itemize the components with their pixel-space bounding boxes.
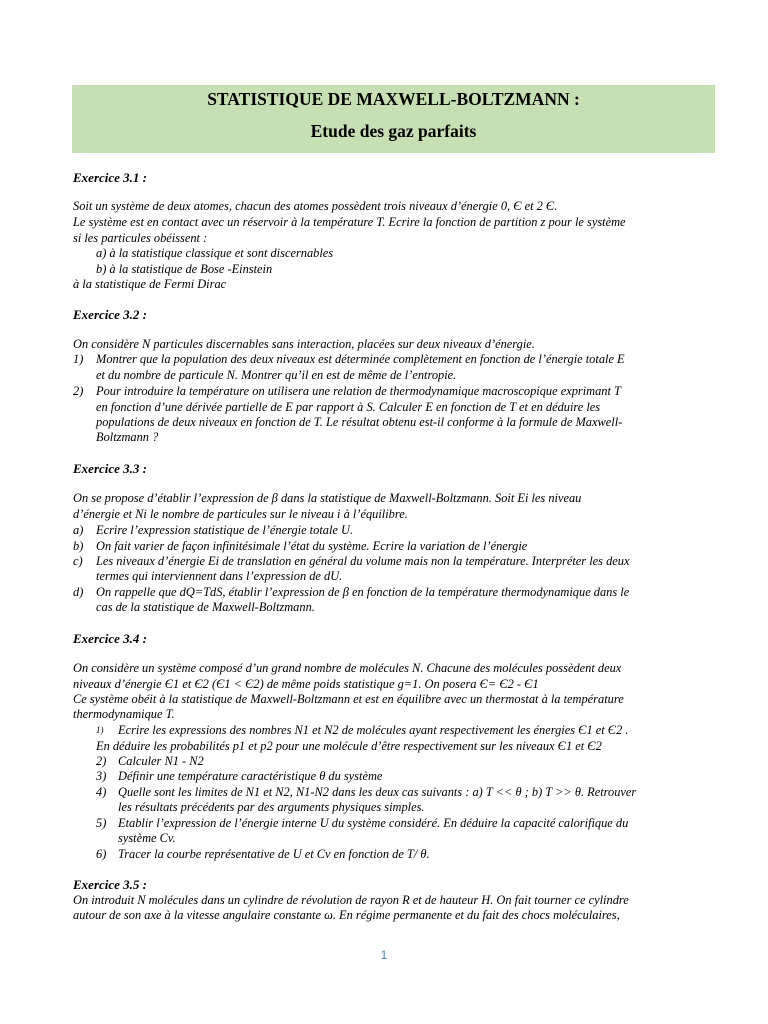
exercise-3-2-intro: On considère N particules discernables sans interaction, placées sur deux niveaux d’énergie. — [73, 337, 535, 351]
exercise-3-3-item-d: On rappelle que dQ=TdS, établir l’expression de β en fonction de la température thermodynamique dans le — [96, 585, 630, 599]
exercise-3-4-item-4: Quelle sont les limites de N1 et N2, N1-N2 dans les deux cas suivants : a) T << θ ; b) T >> θ. Retrouver — [118, 785, 637, 799]
exercise-3-2-item-1: Montrer que la population des deux niveaux est déterminée complètement en fonction de l’énergie totale E — [96, 352, 625, 366]
exercise-3-2-item-2: populations de deux niveaux en fonction de T. Le résultat obtenu est-il conforme à la formule de Maxwell- — [96, 415, 623, 429]
exercise-3-3-item-d: cas de la statistique de Maxwell-Boltzmann. — [96, 600, 315, 614]
exercise-3-4-item-6: Tracer la courbe représentative de U et Cv en fonction de T/ θ. — [118, 847, 430, 861]
list-number: 5) — [96, 816, 107, 830]
list-letter: d) — [73, 585, 84, 599]
exercise-3-4-intro: On considère un système composé d’un grand nombre de molécules N. Chacune des molécules possèdent deux — [73, 661, 622, 675]
exercise-3-3-item-a: Ecrire l’expression statistique de l’énergie totale U. — [96, 523, 354, 537]
exercise-3-4-intro: Ce système obéit à la statistique de Maxwell-Boltzmann et est en équilibre avec un thermostat à la température — [73, 692, 624, 706]
exercise-3-3-item-c: termes qui interviennent dans l’expression de dU. — [96, 569, 343, 583]
exercise-3-1-option-b: b) à la statistique de Bose -Einstein — [96, 262, 273, 276]
exercise-3-5-text: autour de son axe à la vitesse angulaire constante ω. En régime permanente et du fait des chocs moléculaires, — [73, 908, 620, 922]
exercise-3-2-heading: Exercice 3.2 : — [73, 307, 148, 322]
list-letter: c) — [73, 554, 83, 568]
exercise-3-4-intro: thermodynamique T. — [73, 707, 175, 721]
exercise-3-4-heading: Exercice 3.4 : — [73, 631, 148, 646]
exercise-3-5-text: On introduit N molécules dans un cylindre de révolution de rayon R et de hauteur H. On fait tourner ce cylindre — [73, 893, 629, 907]
exercise-3-2-item-1: et du nombre de particule N. Montrer qu’il en est de même de l’entropie. — [96, 368, 457, 382]
exercise-3-1-text: Le système est en contact avec un réservoir à la température T. Ecrire la fonction de partition z pour le système — [73, 215, 626, 229]
document-title: STATISTIQUE DE MAXWELL-BOLTZMANN : — [207, 89, 580, 109]
exercise-3-2-item-2: en fonction d’une dérivée partielle de E par rapport à S. Calculer E en fonction de T et en déduire les — [96, 400, 601, 414]
exercise-3-4-item-1: Ecrire les expressions des nombres N1 et N2 de molécules ayant respectivement les énergies Є1 et Є2 . — [118, 723, 629, 737]
title-box — [72, 85, 715, 153]
list-number: 2) — [96, 754, 107, 768]
exercise-3-4-item-1: En déduire les probabilités p1 et p2 pour une molécule d’être respectivement sur les niveaux Є1 et Є2 — [96, 739, 602, 753]
exercise-3-4-item-3: Définir une température caractéristique θ du système — [118, 769, 383, 783]
exercise-3-4-item-4: les résultats précédents par des arguments physiques simples. — [118, 800, 425, 814]
list-number: 2) — [73, 384, 84, 398]
list-letter: a) — [73, 523, 84, 537]
exercise-3-3-intro: On se propose d’établir l’expression de β dans la statistique de Maxwell-Boltzmann. Soit Ei les niveau — [73, 491, 582, 505]
exercise-3-5-heading: Exercice 3.5 : — [73, 877, 148, 892]
exercise-3-1-option-c: à la statistique de Fermi Dirac — [73, 277, 227, 291]
list-number: 4) — [96, 785, 107, 799]
document-subtitle: Etude des gaz parfaits — [310, 121, 477, 141]
list-number: 1) — [73, 352, 84, 366]
exercise-3-4-item-2: Calculer N1 - N2 — [118, 754, 204, 768]
exercise-3-4-item-5: Etablir l’expression de l’énergie interne U du système considéré. En déduire la capacité calorifique du — [118, 816, 629, 830]
exercise-3-2-item-2: Pour introduire la température on utilisera une relation de thermodynamique macroscopique exprimant T — [96, 384, 621, 398]
exercise-3-1-text: Soit un système de deux atomes, chacun des atomes possèdent trois niveaux d’énergie 0, Є et 2 Є. — [73, 199, 558, 213]
exercise-3-3-item-c: Les niveaux d’énergie Ei de translation en général du volume mais non la température. Interpréter les deux — [96, 554, 630, 568]
exercise-3-1-option-a: a) à la statistique classique et sont discernables — [96, 246, 334, 260]
exercise-3-4-item-5: système Cv. — [118, 831, 176, 845]
exercise-3-3-item-b: On fait varier de façon infinitésimale l’état du système. Ecrire la variation de l’énergie — [96, 539, 528, 553]
list-number: 3) — [96, 769, 107, 783]
exercise-3-1-heading: Exercice 3.1 : — [73, 170, 148, 185]
list-number: 6) — [96, 847, 107, 861]
exercise-3-4-intro: niveaux d’énergie Є1 et Є2 (Є1 < Є2) de même poids statistique g=1. On posera Є= Є2 - Є1 — [73, 677, 539, 691]
exercise-3-1-text: si les particules obéissent : — [73, 231, 208, 245]
page-number: 1 — [380, 948, 388, 962]
list-number: 1) — [96, 725, 104, 735]
list-letter: b) — [73, 539, 84, 553]
exercise-3-2-item-2: Boltzmann ? — [96, 430, 159, 444]
exercise-3-3-intro: d’énergie et Ni le nombre de particules sur le niveau i à l’équilibre. — [73, 507, 408, 521]
exercise-3-3-heading: Exercice 3.3 : — [73, 461, 148, 476]
